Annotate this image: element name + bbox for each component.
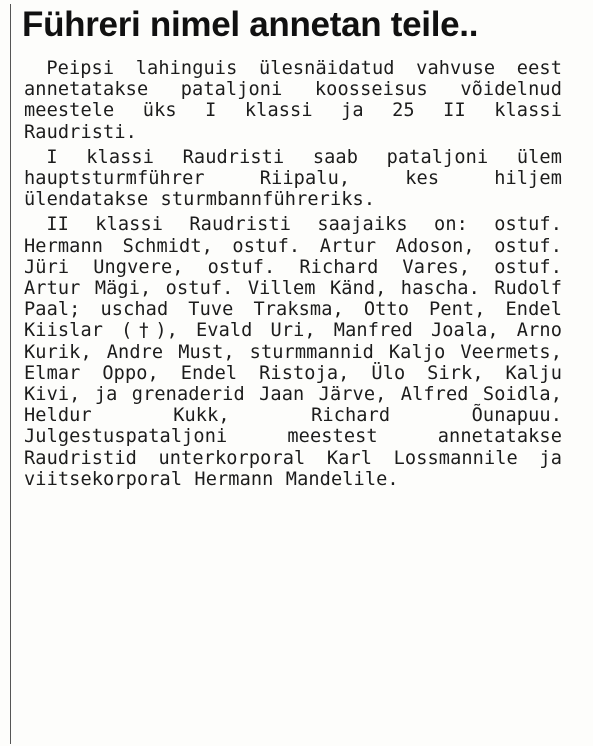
article-paragraph-2: I klassi Raudristi saab pataljoni ülem hauptsturmführer Riipalu, kes hiljem ülendatakse sturmbannführeriks. [24, 146, 562, 211]
article-body [24, 58, 562, 490]
article-paragraph-3: II klassi Raudristi saajaiks on: ostuf. Hermann Schmidt, ostuf. Artur Adoson, ostuf. Jüri Ungvere, ostuf. Richard Vares, ostuf. Artur Mägi, ostuf. Villem Känd, hascha. Rudolf Paal; uschad Tuve Traksma, Otto Pent, Endel Kiislar (†), Evald Uri, Manfred Joala, Arno Kurik, Andre Must, sturmmannid Kaljo Veermets, Elmar Oppo, Endel Ristoja, Ülo Sirk, Kalju Kivi, ja grenaderid Jaan Järve, Alfred Soidla, Heldur Kukk, Richard Õunapuu. Julgestuspataljoni meestest annetatakse Raudristid unterkorporal Karl Lossmannile ja viitsekorporal Hermann Mandelile. [24, 214, 562, 490]
article-headline: Führeri nimel annetan teile.. [22, 5, 479, 44]
article-paragraph-1: Peipsi lahinguis ülesnäidatud vahvuse eest annetatakse pataljoni koosseisus võidelnud meestele üks I klassi ja 25 II klassi Raudristi. [24, 58, 562, 143]
column-rule [10, 4, 11, 744]
